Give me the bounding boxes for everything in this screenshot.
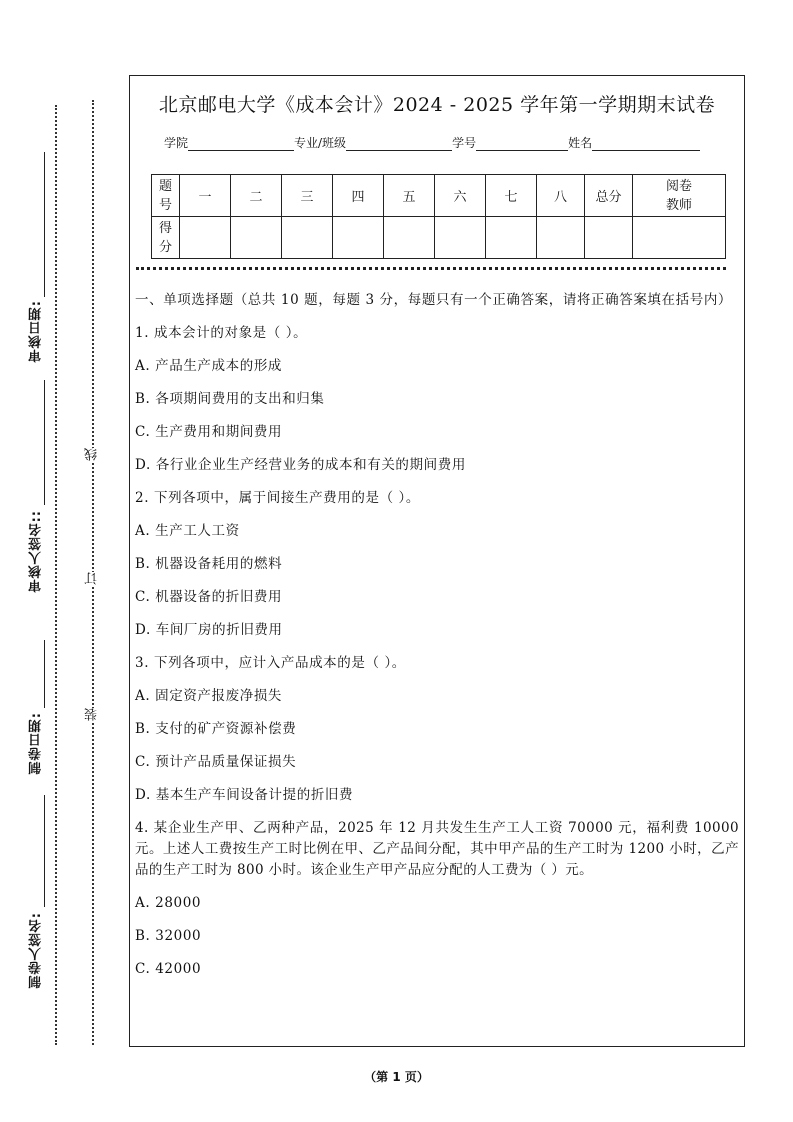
question-stem: 4. 某企业生产甲、乙两种产品，2025 年 12 月共发生生产工人工资 70000 元，福利费 10000 元。上述人工费按生产工时比例在甲、乙产品间分配，其中甲产品的生产工时为 1200 小时，乙产品的生产工时为 800 小时。该企业生产甲产品应分配的人工费为（ ）元。: [135, 820, 739, 878]
name-label: 姓名: [568, 136, 593, 150]
binding-char-line: 线: [85, 448, 100, 461]
major-class-field[interactable]: [346, 138, 452, 151]
option-d: D. 基本生产车间设备计提的折旧费: [135, 787, 354, 803]
option-c: C. 机器设备的折旧费用: [135, 589, 283, 605]
exam-title: 北京邮电大学《成本会计》2024 - 2025 学年第一学期期末试卷: [158, 94, 716, 116]
total-score-cell[interactable]: [585, 217, 633, 259]
question-number-header: 题 号: [152, 175, 180, 217]
column-header: 六: [435, 175, 486, 217]
score-cell[interactable]: [282, 217, 333, 259]
column-header: 三: [282, 175, 333, 217]
student-id-label: 学号: [452, 136, 477, 150]
score-cell[interactable]: [384, 217, 435, 259]
option-a: A. 固定资产报废净损失: [135, 688, 283, 704]
question-stem: 1. 成本会计的对象是（ ）。: [135, 325, 308, 341]
score-cell[interactable]: [333, 217, 384, 259]
total-score-header: 总分: [585, 175, 633, 217]
column-header: 五: [384, 175, 435, 217]
option-b: B. 机器设备耗用的燃料: [135, 556, 283, 572]
section-heading: 一、单项选择题（总共 10 题，每题 3 分，每题只有一个正确答案，请将正确答案填在括号内）: [135, 292, 733, 308]
column-header: 四: [333, 175, 384, 217]
option-a: A. 生产工人工资: [135, 523, 240, 539]
binding-char-bind: 装: [85, 708, 100, 721]
option-b: B. 各项期间费用的支出和归集: [135, 391, 325, 407]
review-date-line: [44, 152, 45, 297]
question-stem: 2. 下列各项中，属于间接生产费用的是（ ）。: [135, 490, 421, 506]
question-2: [135, 488, 739, 641]
college-label: 学院: [164, 136, 189, 150]
column-header: 一: [180, 175, 231, 217]
column-header: 二: [231, 175, 282, 217]
score-row-header: 得 分: [152, 217, 180, 259]
option-b: B. 32000: [135, 928, 202, 944]
option-c: C. 生产费用和期间费用: [135, 424, 283, 440]
score-cell[interactable]: [231, 217, 282, 259]
name-field[interactable]: [592, 138, 700, 151]
reviewer-signature-label: 审核人签名::: [29, 510, 44, 593]
grader-header: 阅卷 教师: [633, 175, 726, 217]
score-table: [151, 174, 726, 259]
option-d: D. 各行业企业生产经营业务的成本和有关的期间费用: [135, 457, 466, 473]
paper-date-label: 制卷日期:: [29, 712, 44, 775]
exam-content: [135, 290, 739, 980]
score-cell[interactable]: [435, 217, 486, 259]
column-header: 七: [486, 175, 537, 217]
student-info-row: [164, 134, 700, 151]
college-field[interactable]: [188, 138, 294, 151]
option-c: C. 预计产品质量保证损失: [135, 754, 297, 770]
dotted-divider: [136, 267, 726, 270]
page-number: （第 1 页）: [364, 1070, 429, 1084]
question-4: [135, 818, 739, 980]
option-d: D. 车间厂房的折旧费用: [135, 622, 283, 638]
exam-frame: [129, 75, 745, 1047]
option-c: C. 42000: [135, 961, 202, 977]
review-date-label: 审核日期:: [29, 300, 44, 363]
student-id-field[interactable]: [476, 138, 568, 151]
major-class-label: 专业/班级: [294, 136, 347, 150]
question-3: [135, 653, 739, 806]
option-b: B. 支付的矿产资源补偿费: [135, 721, 297, 737]
dotted-cut-line: [55, 105, 57, 1045]
question-stem: 3. 下列各项中，应计入产品成本的是（ ）。: [135, 655, 406, 671]
score-cell[interactable]: [180, 217, 231, 259]
column-header: 八: [537, 175, 585, 217]
option-a: A. 28000: [135, 895, 202, 911]
binding-char-staple: 订: [85, 572, 100, 585]
score-cell[interactable]: [486, 217, 537, 259]
reviewer-signature-line: [44, 380, 45, 505]
paper-maker-signature-line: [44, 795, 45, 907]
question-1: [135, 323, 739, 476]
score-cell[interactable]: [537, 217, 585, 259]
option-a: A. 产品生产成本的形成: [135, 358, 283, 374]
paper-date-line: [44, 640, 45, 708]
paper-maker-signature-label: 制卷人签名:: [29, 912, 44, 989]
grader-signature-cell[interactable]: [633, 217, 726, 259]
